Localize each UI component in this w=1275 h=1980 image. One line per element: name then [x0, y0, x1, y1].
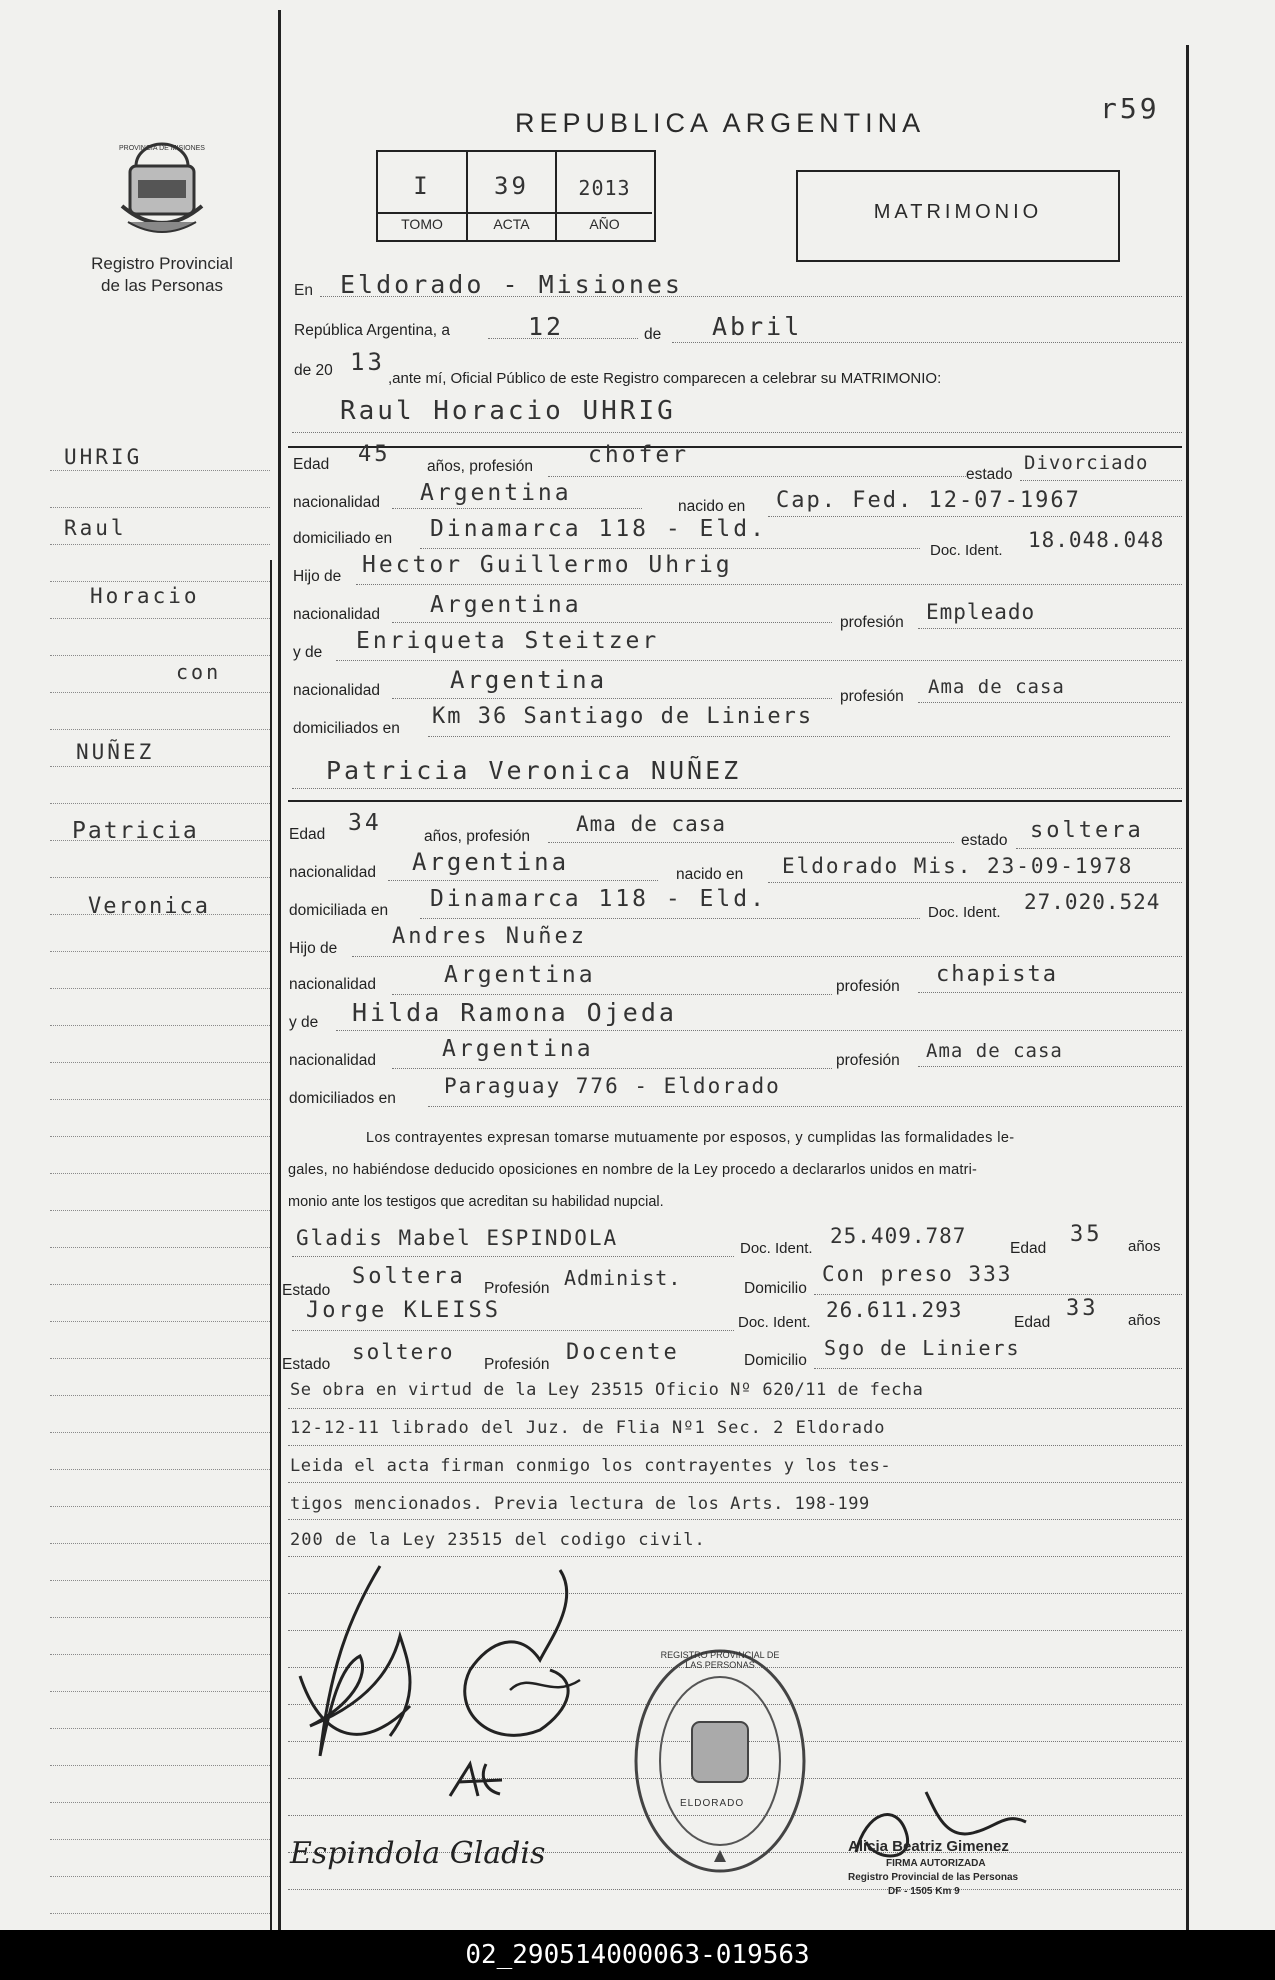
margin-ruled-line: [50, 1173, 270, 1174]
groom-parents-addr-line: [428, 736, 1170, 737]
official-office: DF - 1505 Km 9: [888, 1886, 960, 1897]
bride-mother: Hilda Ramona Ojeda: [352, 998, 677, 1027]
bride-father-line: [352, 956, 1182, 957]
bride-doc-label: Doc. Ident.: [928, 904, 1001, 921]
page-number: r59: [1100, 92, 1160, 125]
groom-yde-label: y de: [293, 644, 323, 661]
margin-ruled-line: [50, 803, 270, 804]
month-line: [672, 342, 1182, 343]
place-value: Eldorado - Misiones: [340, 270, 683, 299]
acta-label: ACTA: [493, 216, 530, 232]
margin-ruled-line: [50, 988, 270, 989]
groom-father-line: [356, 584, 1182, 585]
bride-section-rule: [288, 800, 1182, 802]
frame-line-left-outer: [278, 10, 281, 1930]
groom-father-nationality: Argentina: [430, 592, 582, 618]
margin-ruled-line: [50, 655, 270, 656]
bride-address: Dinamarca 118 - Eld.: [430, 886, 767, 912]
groom-birth-line: [768, 516, 1182, 517]
document-code: 02_290514000063-019563: [0, 1930, 1275, 1980]
groom-nacionalidad-label: nacionalidad: [293, 494, 381, 511]
witness-1-age: 35: [1070, 1222, 1103, 1247]
bride-birth: Eldorado Mis. 23-09-1978: [782, 854, 1134, 878]
bride-anos-profesion-label: años, profesión: [424, 828, 530, 845]
tomo-label: TOMO: [401, 216, 443, 232]
witness-1-estado-label: Estado: [282, 1282, 331, 1299]
margin-ruled-line: [50, 1321, 270, 1322]
bride-edad-label: Edad: [289, 826, 326, 843]
bride-estado-line: [1016, 848, 1182, 849]
witness-1-doc-label: Doc. Ident.: [740, 1240, 813, 1257]
body-ruled-line: [288, 1408, 1182, 1409]
official-name: Alicia Beatriz Gimenez: [848, 1838, 1009, 1855]
doc-type: MATRIMONIO: [873, 201, 1043, 223]
seal-text: REGISTRO PROVINCIAL DE LAS PERSONAS: [660, 1650, 780, 1670]
margin-ruled-line: [50, 1136, 270, 1137]
bride-name-line: [292, 788, 1182, 789]
margin-ruled-line: [50, 766, 270, 767]
groom-full-name: Raul Horacio UHRIG: [340, 396, 676, 426]
witness-2-profession: Docente: [566, 1340, 680, 1365]
groom-estado-label: estado: [966, 466, 1013, 483]
witness-1-anos-label: años: [1128, 1238, 1161, 1255]
ano-label: AÑO: [589, 216, 620, 232]
de-label: de: [644, 326, 662, 343]
witness-2-profesion-label: Profesión: [484, 1356, 550, 1373]
witness-2-anos-label: años: [1128, 1312, 1161, 1329]
bride-nationality: Argentina: [412, 848, 570, 876]
witness-1-name-line: [292, 1256, 734, 1257]
witness-2-edad-label: Edad: [1014, 1314, 1051, 1331]
groom-mother-nat-line: [392, 698, 832, 699]
margin-name-3: Horacio: [90, 584, 200, 608]
tomo-value: I: [413, 172, 431, 200]
witness-1-address-line: [814, 1294, 1182, 1295]
margin-ruled-line: [50, 1839, 270, 1840]
registry-name-line1: Registro Provincial: [91, 254, 233, 273]
groom-age: 45: [358, 442, 391, 467]
bride-father-prof-line: [918, 992, 1182, 993]
seal-center: ELDORADO: [680, 1798, 745, 1809]
margin-ruled-line: [50, 1025, 270, 1026]
witness-2-age: 33: [1066, 1296, 1099, 1321]
margin-ruled-line: [50, 1247, 270, 1248]
intro-statement: ,ante mí, Oficial Público de este Registro comparecen a celebrar su MATRIMONIO:: [388, 370, 942, 387]
groom-estado-line: [1020, 480, 1182, 481]
body-ruled-line: [288, 1519, 1182, 1520]
margin-name-4: con: [176, 660, 222, 684]
margin-name-6: Patricia: [72, 818, 199, 844]
bride-nacionalidad-label: nacionalidad: [289, 864, 377, 881]
margin-ruled-line: [50, 1358, 270, 1359]
margin-ruled-line: [50, 1580, 270, 1581]
logo-text: PROVINCIA DE MISIONES: [119, 145, 205, 152]
official-registry: Registro Provincial de las Personas: [848, 1872, 1019, 1883]
bride-mother-profession: Ama de casa: [926, 1040, 1063, 1062]
body-ruled-line: [288, 1889, 1182, 1890]
note-line-3: Leida el acta firman conmigo los contrayentes y los tes-: [290, 1456, 892, 1476]
groom-domiciliado-label: domiciliado en: [293, 530, 393, 547]
bride-doc: 27.020.524: [1024, 890, 1161, 914]
republica-label: República Argentina, a: [294, 322, 450, 339]
witness-2-name-line: [292, 1330, 734, 1331]
witness-1-estado: Soltera: [352, 1264, 466, 1289]
margin-ruled-line: [50, 544, 270, 545]
bride-father-profession: chapista: [936, 962, 1058, 987]
note-line-1: Se obra en virtud de la Ley 23515 Oficio Nº 620/11 de fecha: [290, 1380, 924, 1400]
witness-2-domicilio-label: Domicilio: [744, 1352, 807, 1369]
groom-parents-address: Km 36 Santiago de Liniers: [432, 704, 814, 729]
bride-domiciliado-label: domiciliada en: [289, 902, 389, 919]
bride-father-nat-label: nacionalidad: [289, 976, 377, 993]
margin-ruled-line: [50, 692, 270, 693]
margin-ruled-line: [50, 1506, 270, 1507]
groom-anos-profesion-label: años, profesión: [427, 458, 533, 475]
bride-nacido-label: nacido en: [676, 866, 744, 883]
groom-father-prof-line: [918, 628, 1182, 629]
witness-2-doc-label: Doc. Ident.: [738, 1314, 811, 1331]
margin-name-2: Raul: [64, 516, 127, 540]
official-signature: [836, 1772, 1036, 1872]
margin-ruled-line: [50, 1062, 270, 1063]
groom-mother-prof-line: [918, 702, 1182, 703]
declaration-line-2: gales, no habiéndose deducido oposiciones en nombre de la Ley procedo a declararlos unidos en matri-: [288, 1162, 978, 1178]
en-label: En: [294, 282, 313, 299]
bride-mother-line: [336, 1030, 1182, 1031]
margin-ruled-line: [50, 1876, 270, 1877]
groom-father: Hector Guillermo Uhrig: [362, 552, 733, 578]
official-seal: [630, 1646, 810, 1876]
groom-nationality: Argentina: [420, 480, 572, 506]
groom-father-nat-line: [392, 622, 832, 623]
bride-mother-nat-line: [392, 1068, 832, 1069]
note-line-5: 200 de la Ley 23515 del codigo civil.: [290, 1530, 706, 1550]
bride-estado: soltera: [1030, 818, 1144, 843]
witness-1-address: Con preso 333: [822, 1262, 1013, 1286]
margin-ruled-line: [50, 840, 270, 841]
margin-ruled-line: [50, 1284, 270, 1285]
witness-2-estado-label: Estado: [282, 1356, 331, 1373]
bride-address-line: [420, 918, 920, 919]
groom-nacido-label: nacido en: [678, 498, 746, 515]
margin-name-5: NUÑEZ: [76, 740, 155, 764]
body-ruled-line: [288, 1445, 1182, 1446]
margin-ruled-line: [50, 1543, 270, 1544]
ano-value: 2013: [578, 176, 631, 200]
bride-estado-label: estado: [961, 832, 1008, 849]
groom-nationality-line: [392, 508, 642, 509]
groom-hijo-label: Hijo de: [293, 568, 342, 585]
year-suffix: 13: [350, 348, 385, 376]
margin-ruled-line: [50, 1765, 270, 1766]
bride-parents-addr-line: [428, 1106, 1182, 1107]
witness-signature: Espindola Gladis: [290, 1836, 546, 1871]
margin-ruled-line: [50, 1210, 270, 1211]
margin-ruled-line: [50, 470, 270, 471]
witness-1-profession: Administ.: [564, 1266, 682, 1290]
witness-1-profesion-label: Profesión: [484, 1280, 550, 1297]
note-line-2: 12-12-11 librado del Juz. de Flia Nº1 Sec. 2 Eldorado: [290, 1418, 886, 1438]
groom-edad-label: Edad: [293, 456, 330, 473]
witness-1-name: Gladis Mabel ESPINDOLA: [296, 1226, 619, 1250]
groom-signature: [290, 1556, 450, 1776]
margin-ruled-line: [50, 1802, 270, 1803]
witness-2-address: Sgo de Liniers: [824, 1336, 1021, 1360]
bride-mother-prof-line: [918, 1066, 1182, 1067]
groom-father-prof-label: profesión: [840, 614, 904, 631]
initials-mark: [440, 1756, 510, 1806]
margin-ruled-line: [50, 877, 270, 878]
bride-profession: Ama de casa: [576, 812, 727, 836]
bride-parents-address: Paraguay 776 - Eldorado: [444, 1074, 781, 1098]
margin-ruled-line: [50, 1913, 270, 1914]
groom-mother-prof-label: profesión: [840, 688, 904, 705]
bride-profession-line: [548, 842, 954, 843]
bride-mother-prof-label: profesión: [836, 1052, 900, 1069]
groom-mother-profession: Ama de casa: [928, 676, 1065, 698]
declaration-line-3: monio ante los testigos que acreditan su habilidad nupcial.: [288, 1194, 664, 1210]
groom-birth: Cap. Fed. 12-07-1967: [776, 488, 1081, 513]
bride-full-name: Patricia Veronica NUÑEZ: [326, 756, 742, 785]
groom-address: Dinamarca 118 - Eld.: [430, 516, 767, 542]
bride-father-nat-line: [392, 994, 832, 995]
groom-name-line: [292, 432, 1182, 433]
frame-line-left-inner: [270, 560, 272, 1930]
groom-parents-addr-label: domiciliados en: [293, 720, 400, 737]
bride-age: 34: [348, 810, 382, 836]
witness-2-doc: 26.611.293: [826, 1298, 963, 1322]
bride-signature: [430, 1560, 610, 1760]
witness-2-address-line: [814, 1368, 1182, 1369]
body-ruled-line: [288, 1482, 1182, 1483]
groom-doc: 18.048.048: [1028, 528, 1165, 552]
bride-hijo-label: Hijo de: [289, 940, 338, 957]
margin-ruled-line: [50, 1432, 270, 1433]
bride-parents-addr-label: domiciliados en: [289, 1090, 396, 1107]
margin-ruled-line: [50, 1617, 270, 1618]
margin-ruled-line: [50, 507, 270, 508]
groom-profession-line: [548, 476, 966, 477]
bride-father-prof-label: profesión: [836, 978, 900, 995]
groom-mother-nationality: Argentina: [450, 666, 608, 694]
bride-birth-line: [768, 882, 1182, 883]
margin-ruled-line: [50, 1469, 270, 1470]
groom-estado: Divorciado: [1024, 452, 1149, 474]
margin-ruled-line: [50, 1728, 270, 1729]
bride-mother-nationality: Argentina: [442, 1036, 594, 1062]
groom-mother-nat-label: nacionalidad: [293, 682, 381, 699]
day-value: 12: [528, 312, 565, 341]
groom-doc-label: Doc. Ident.: [930, 542, 1003, 559]
groom-profession: chofer: [588, 442, 690, 468]
witness-2-name: Jorge KLEISS: [306, 1298, 501, 1323]
margin-name-1: UHRIG: [64, 445, 143, 469]
margin-ruled-line: [50, 951, 270, 952]
witness-1-domicilio-label: Domicilio: [744, 1280, 807, 1297]
margin-ruled-line: [50, 1691, 270, 1692]
margin-ruled-line: [50, 729, 270, 730]
margin-ruled-line: [50, 1099, 270, 1100]
witness-1-edad-label: Edad: [1010, 1240, 1047, 1257]
frame-line-right: [1186, 45, 1189, 1930]
groom-address-line: [420, 548, 920, 549]
bride-mother-nat-label: nacionalidad: [289, 1052, 377, 1069]
bride-yde-label: y de: [289, 1014, 319, 1031]
margin-ruled-line: [50, 581, 270, 582]
witness-2-estado: soltero: [352, 1340, 455, 1364]
official-title: FIRMA AUTORIZADA: [886, 1858, 986, 1869]
margin-ruled-line: [50, 914, 270, 915]
margin-ruled-line: [50, 618, 270, 619]
groom-mother: Enriqueta Steitzer: [356, 628, 660, 654]
groom-section-rule: [288, 446, 1182, 448]
year-prefix: de 20: [294, 362, 333, 379]
margin-ruled-line: [50, 1395, 270, 1396]
margin-ruled-line: [50, 1654, 270, 1655]
groom-father-profession: Empleado: [926, 600, 1036, 624]
note-line-4: tigos mencionados. Previa lectura de los Arts. 198-199: [290, 1494, 870, 1514]
bride-nationality-line: [388, 880, 658, 881]
groom-father-nat-label: nacionalidad: [293, 606, 381, 623]
registry-name-line2: de las Personas: [101, 276, 223, 295]
groom-mother-line: [336, 660, 1182, 661]
bride-father: Andres Nuñez: [392, 924, 587, 949]
bride-father-nationality: Argentina: [444, 962, 596, 988]
acta-value: 39: [494, 172, 529, 200]
margin-name-7: Veronica: [88, 894, 210, 919]
act-table-row-divider: [378, 212, 652, 214]
country-title: REPUBLICA ARGENTINA: [515, 108, 926, 138]
declaration-line-1: Los contrayentes expresan tomarse mutuamente por esposos, y cumplidas las formalidades le-: [366, 1130, 1015, 1146]
witness-1-doc: 25.409.787: [830, 1224, 967, 1248]
month-value: Abril: [712, 312, 803, 341]
